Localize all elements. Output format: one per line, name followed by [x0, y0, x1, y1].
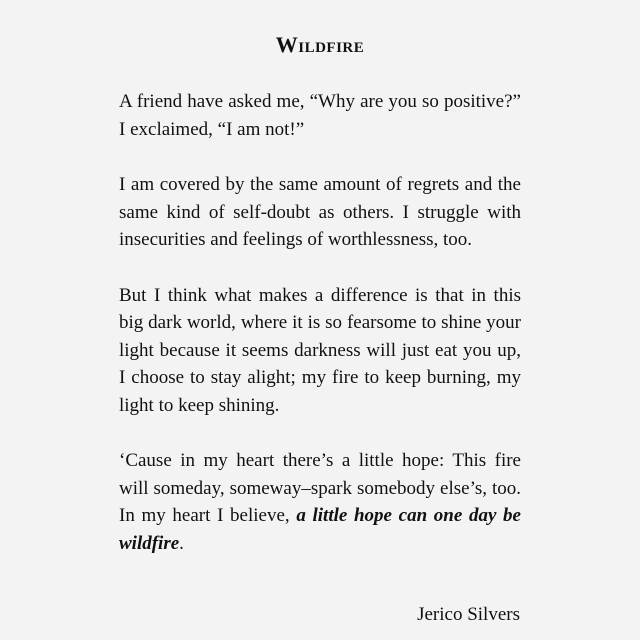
poem-body	[119, 88, 521, 585]
stanza-3: But I think what makes a difference is that in this big dark world, where it is so fearsome to shine your light because it seems darkness will just eat you up, I choose to stay alight; my fire to keep burning, my light to keep shining.	[119, 284, 521, 416]
author-signature: Jerico Silvers	[417, 604, 520, 625]
stanza-1: A friend have asked me, “Why are you so positive?” I exclaimed, “I am not!”	[119, 91, 521, 140]
stanza-4	[119, 447, 521, 557]
stanza-2: I am covered by the same amount of regrets and the same kind of self-doubt as others. I struggle with insecurities and feelings of worthlessness, too.	[119, 174, 521, 250]
poem-title: Wildfire	[275, 32, 365, 57]
stanza-4-end: .	[179, 532, 184, 554]
stanza-4-text: ‘Cause in my heart there’s a little hope: This fire will someday, someway–spark somebody else’s, too. In my heart I believe,	[119, 450, 521, 526]
stanza-4-emphasis: a little hope can one day be wildfire	[119, 505, 521, 554]
